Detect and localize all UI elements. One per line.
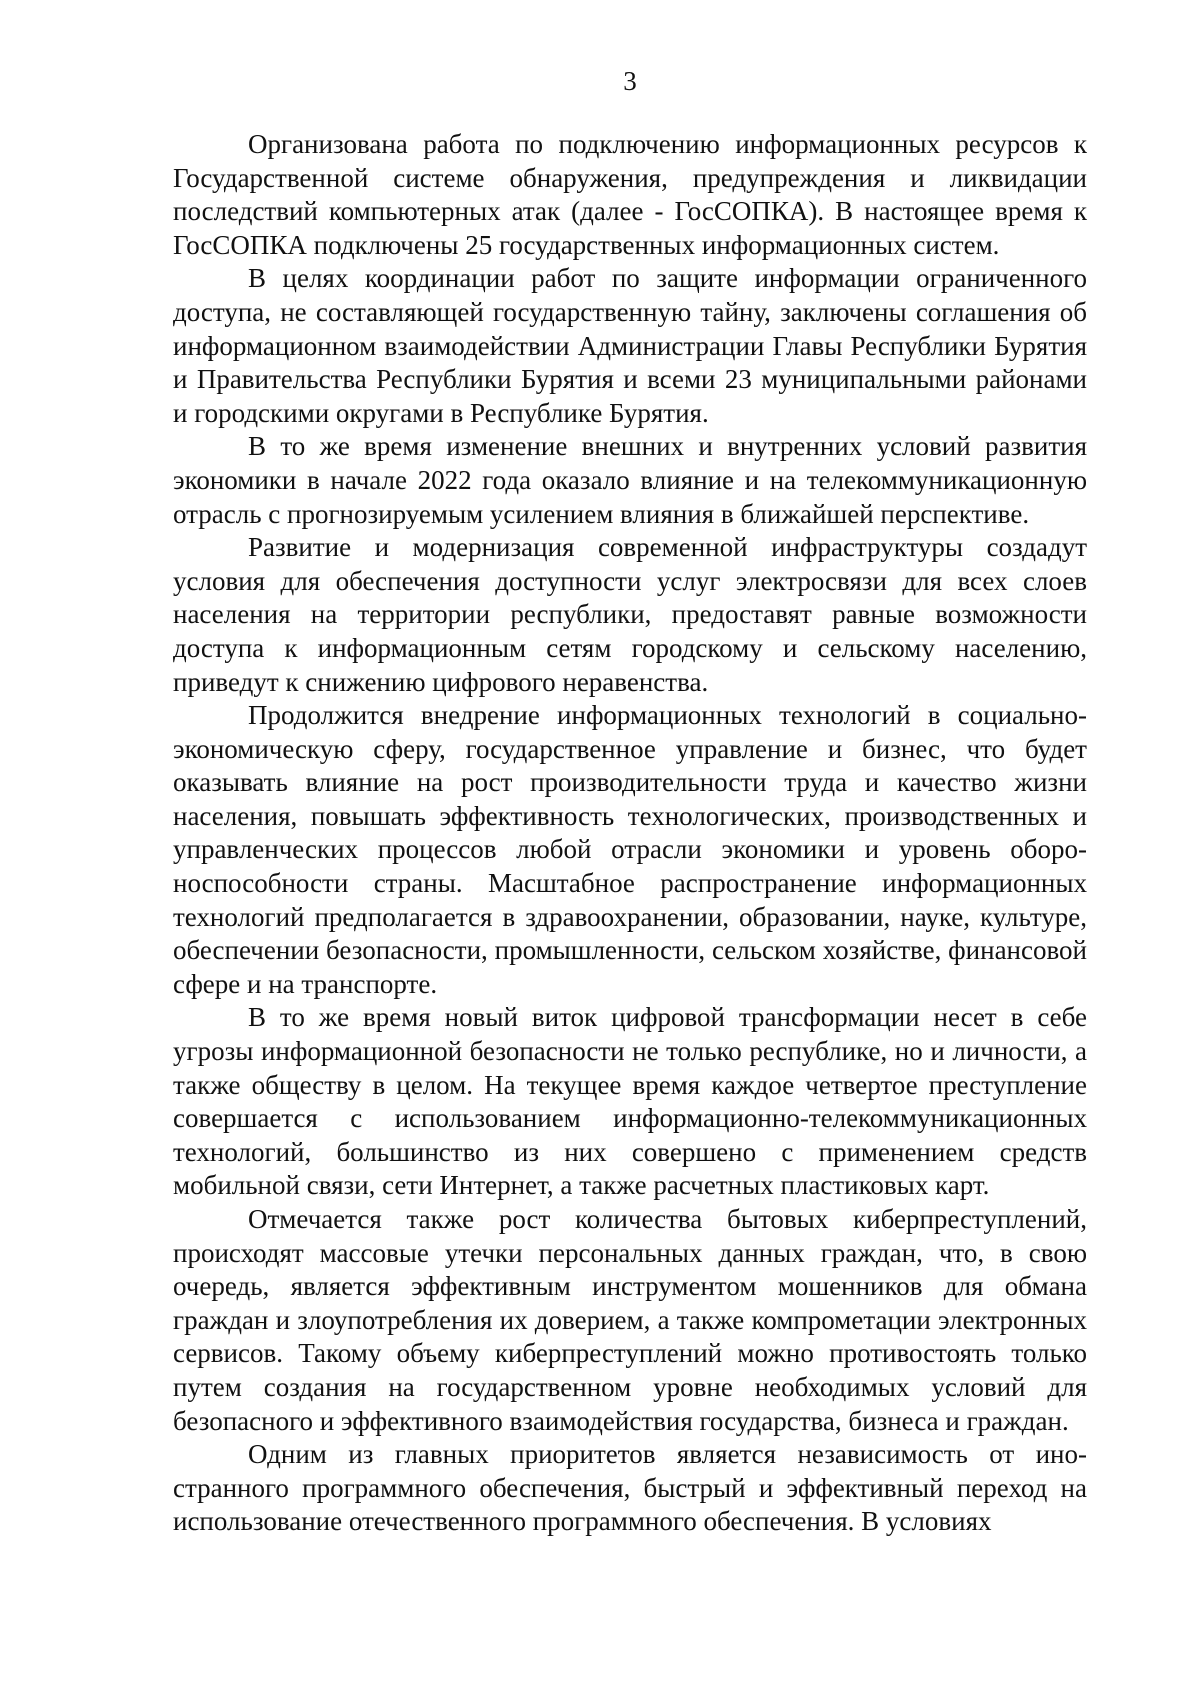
paragraph: Продолжится внедрение информационных технологий в социально-экономическую сферу, государственное управление и бизнес, что будет оказывать влияние на рост производительности труда и качество жизни населения, повышать эффективность технологических, производственных и управленческих процессов любой отрасли экономики и уровень обороноспособности страны. Масштабное распространение информационных технологий предполагается в здравоохранении, образовании, науке, культуре, обеспечении безопасности, промышленности, сельском хозяйстве, финансовой сфере и на транспорте.	[173, 700, 1087, 999]
paragraph: В то же время изменение внешних и внутренних условий развития экономики в начале 2022 года оказало влияние и на телекоммуникационную отрасль с прогнозируемым усилением влияния в ближайшей перспективе.	[173, 431, 1087, 529]
paragraph: Организована работа по подключению информационных ресурсов к Государственной системе обнаружения, предупреждения и ликвидации последствий компьютерных атак (далее - ГосСОПКА). В настоящее время к ГосСОПКА подключены 25 государственных информационных систем.	[173, 129, 1087, 260]
paragraph: Одним из главных приоритетов является независимость от иностранного программного обеспечения, быстрый и эффективный переход на использование отечественного программного обеспечения. В условиях	[173, 1439, 1087, 1537]
paragraph: В то же время новый виток цифровой трансформации несет в себе угрозы информационной безопасности не только республике, но и личности, а также обществу в целом. На текущее время каждое четвертое преступление совершается с использованием информационно-телекоммуникационных технологий, большинство из них совершено с применением средств мобильной связи, сети Интернет, а также расчетных пластиковых карт.	[173, 1002, 1087, 1201]
paragraph: Развитие и модернизация современной инфраструктуры создадут условия для обеспечения доступности услуг электросвязи для всех слоев населения на территории республики, предоставят равные возможности доступа к информационным сетям городскому и сельскому населению, приведут к снижению цифрового неравенства.	[173, 532, 1087, 697]
document-body	[173, 128, 1087, 1539]
paragraph: Отмечается также рост количества бытовых киберпреступлений, происходят массовые утечки персональных данных граждан, что, в свою очередь, является эффективным инструментом мошенников для обмана граждан и злоупотребления их доверием, а также компрометации электронных сервисов. Такому объему киберпреступлений можно противостоять только путем создания на государственном уровне необходимых условий для безопасного и эффективного взаимодействия государства, бизнеса и граждан.	[173, 1204, 1087, 1436]
paragraph: В целях координации работ по защите информации ограниченного доступа, не составляющей государственную тайну, заключены соглашения об информационном взаимодействии Администрации Главы Республики Бурятия и Правительства Республики Бурятия и всеми 23 муниципальными районами и городскими округами в Республике Бурятия.	[173, 263, 1087, 428]
page-number: 3	[623, 66, 637, 96]
